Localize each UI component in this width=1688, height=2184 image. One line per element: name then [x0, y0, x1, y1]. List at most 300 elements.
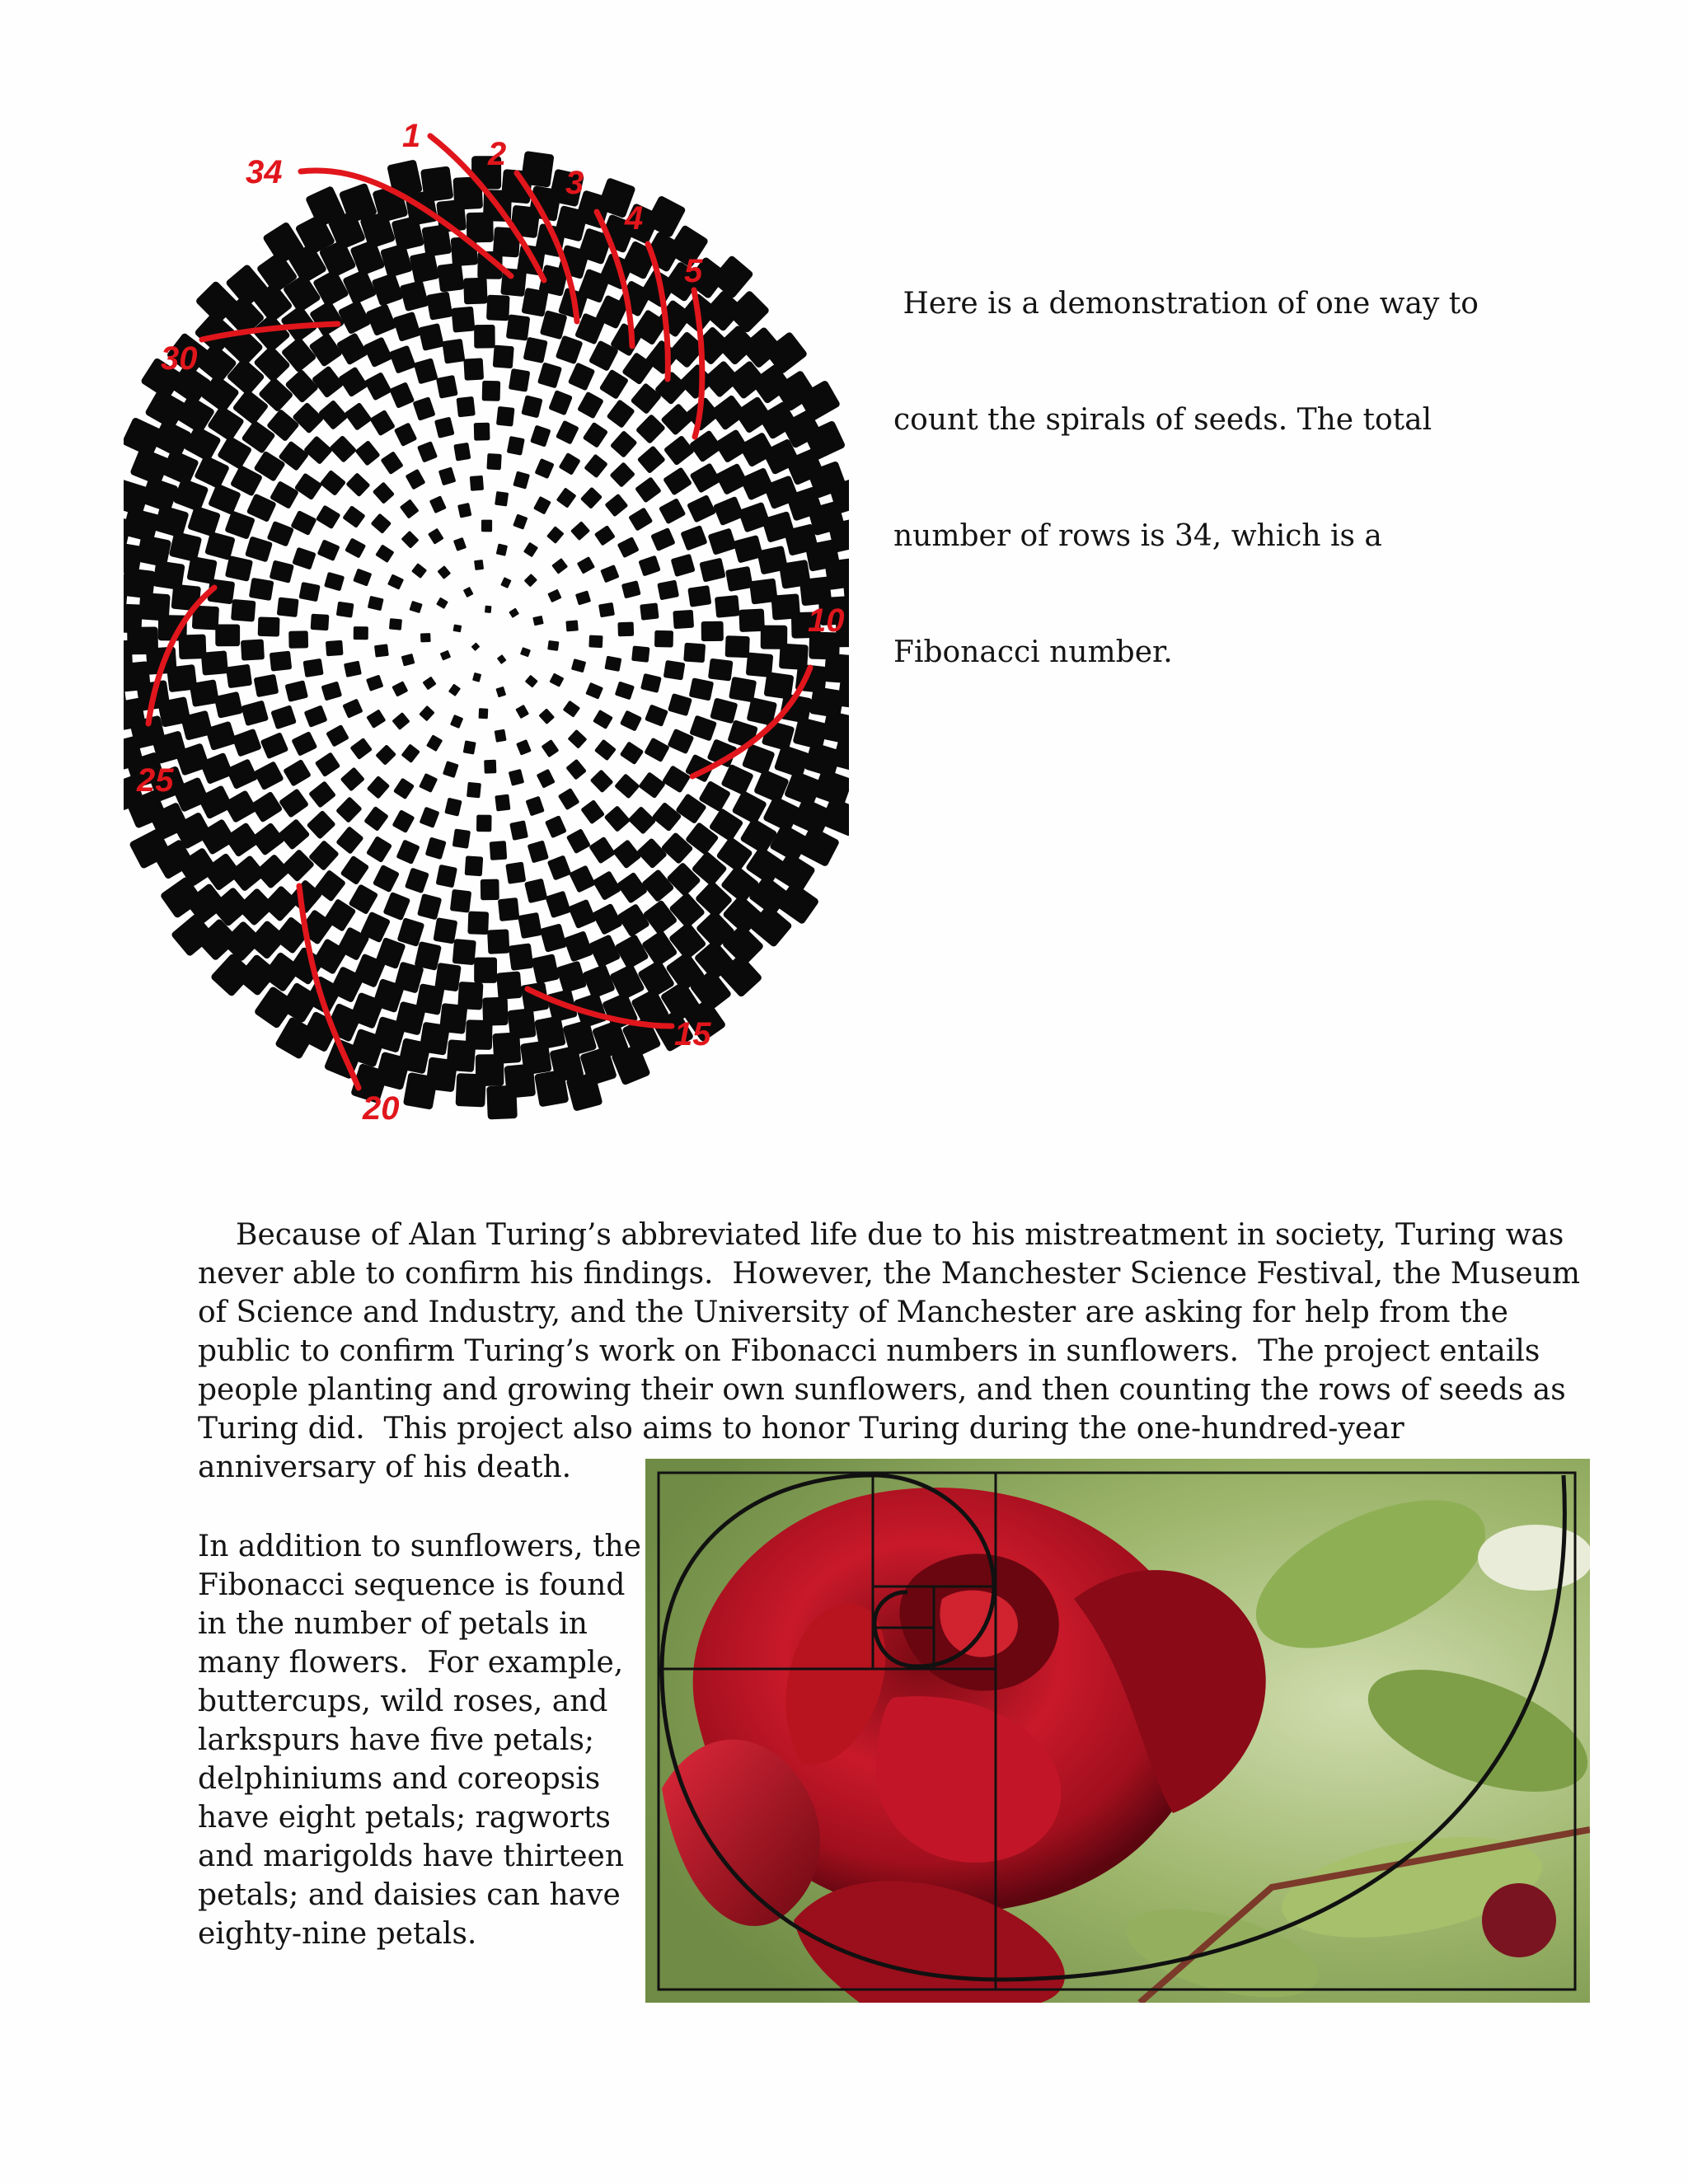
seed — [635, 414, 666, 444]
seed — [524, 879, 547, 904]
paragraph-line: anniversary of his death. — [198, 1451, 572, 1484]
seed — [444, 798, 462, 817]
seed — [308, 780, 336, 808]
seed — [612, 839, 642, 869]
seed — [318, 400, 349, 430]
seed — [614, 934, 649, 970]
seed — [638, 555, 660, 577]
seed — [406, 469, 426, 490]
spiral-label-1: 1 — [402, 118, 421, 154]
seed — [528, 840, 549, 863]
seed — [124, 603, 143, 633]
seed — [507, 436, 525, 456]
seed — [413, 396, 436, 421]
seed — [429, 495, 447, 513]
paragraph-line: larkspurs have five petals; — [198, 1723, 595, 1757]
seed — [689, 677, 715, 701]
seed — [617, 872, 648, 904]
seed — [506, 314, 531, 340]
seed — [683, 643, 706, 663]
seed — [354, 440, 380, 466]
paragraph-line: Fibonacci sequence is found — [198, 1568, 626, 1602]
seed — [298, 582, 320, 602]
seed — [422, 677, 436, 691]
seed — [438, 466, 457, 485]
seed — [592, 870, 621, 901]
seed — [547, 589, 561, 603]
seed — [500, 577, 511, 588]
seed — [525, 675, 538, 688]
seed — [420, 807, 440, 828]
seed — [708, 658, 734, 682]
seed — [556, 487, 577, 508]
turing-paragraph — [198, 1216, 1581, 1487]
seed — [213, 691, 242, 719]
seed — [474, 325, 495, 349]
seed — [419, 773, 438, 793]
seed — [547, 855, 572, 880]
seed — [547, 640, 559, 651]
seed — [457, 503, 471, 518]
paragraph-line: many flowers. For example, — [198, 1646, 624, 1680]
spiral-label-2: 2 — [488, 136, 507, 172]
seed — [452, 828, 471, 848]
seed — [593, 710, 613, 729]
seed — [417, 441, 438, 462]
paragraph-line: Turing did. This project also aims to honor Turing during the one-hundred-year — [198, 1412, 1404, 1446]
seed — [524, 574, 537, 587]
seed — [366, 675, 383, 691]
seed — [617, 622, 634, 637]
seed — [753, 769, 790, 804]
seed — [584, 453, 608, 478]
seed — [302, 658, 323, 677]
seed — [450, 889, 471, 913]
seed — [303, 435, 333, 465]
seed — [354, 626, 368, 640]
seed — [588, 934, 621, 968]
seed — [448, 683, 461, 696]
spiral-label-10: 10 — [808, 602, 845, 639]
seed — [304, 705, 328, 728]
seed — [342, 269, 377, 305]
seed — [463, 358, 484, 380]
seed — [610, 430, 638, 458]
seed — [434, 416, 455, 438]
seed — [335, 796, 363, 823]
seed — [580, 487, 603, 509]
seed — [498, 898, 520, 921]
seed — [687, 585, 711, 607]
seed — [701, 621, 724, 641]
seed — [556, 420, 579, 445]
seed — [403, 1072, 438, 1110]
seed — [392, 681, 408, 696]
seed — [437, 565, 451, 579]
seed — [820, 797, 849, 837]
seed — [532, 616, 543, 626]
seed — [641, 869, 675, 902]
seed — [534, 1070, 569, 1108]
seed — [486, 1085, 518, 1120]
seed — [481, 879, 499, 901]
seed — [484, 760, 496, 774]
seed — [495, 794, 510, 812]
seed — [520, 647, 531, 657]
seed — [628, 507, 653, 531]
seed — [571, 658, 586, 673]
seed — [426, 291, 453, 320]
seed — [400, 499, 420, 518]
seed — [631, 645, 649, 662]
seed-caption — [893, 207, 1487, 710]
seed — [545, 891, 571, 919]
seed — [453, 537, 467, 551]
seed — [232, 729, 262, 757]
spiral-label-4: 4 — [625, 200, 644, 237]
seed — [582, 964, 616, 1000]
seed — [663, 466, 692, 495]
seed — [401, 531, 419, 549]
seed — [585, 682, 603, 700]
seed — [369, 410, 396, 437]
seed — [495, 491, 509, 507]
seed — [456, 1073, 486, 1107]
seed — [450, 715, 463, 729]
seed — [556, 335, 584, 365]
seed — [225, 555, 253, 582]
seed — [663, 660, 686, 681]
seed — [443, 761, 459, 778]
seed — [638, 771, 666, 799]
seed — [405, 867, 429, 893]
seed — [525, 796, 544, 817]
seed — [708, 527, 737, 555]
spiral-label-25: 25 — [137, 762, 174, 799]
seed — [505, 862, 526, 884]
seed — [364, 372, 392, 401]
seed — [570, 521, 590, 541]
seed — [588, 635, 603, 649]
seed — [797, 826, 840, 867]
seed — [471, 642, 481, 651]
seed — [565, 620, 578, 631]
seed — [342, 505, 365, 528]
seed — [340, 766, 365, 791]
seed — [470, 476, 484, 491]
seed — [124, 417, 164, 458]
seed — [534, 458, 554, 479]
seed — [614, 773, 640, 799]
seed — [559, 452, 581, 476]
seed — [604, 805, 631, 832]
seed — [479, 708, 489, 719]
seed — [495, 729, 507, 743]
seed — [420, 166, 454, 202]
seed — [521, 395, 542, 418]
seed — [558, 788, 580, 810]
seed — [393, 777, 415, 799]
seed — [496, 971, 522, 1000]
seed — [476, 815, 492, 832]
seed — [245, 536, 273, 562]
seed — [689, 462, 721, 493]
seed — [637, 445, 666, 474]
seed — [401, 743, 420, 763]
seed — [363, 336, 392, 368]
seed — [284, 680, 308, 702]
seed — [326, 640, 344, 657]
seed — [617, 903, 649, 938]
seed — [487, 929, 509, 954]
seed — [715, 595, 740, 618]
seed — [425, 837, 447, 860]
seed — [345, 472, 370, 497]
seed — [569, 865, 596, 893]
seed — [486, 453, 501, 470]
seed — [366, 709, 386, 729]
paragraph-line: in the number of petals in — [198, 1607, 588, 1641]
seed — [418, 323, 444, 351]
seed — [249, 578, 274, 601]
seed — [396, 839, 420, 865]
seed — [654, 630, 673, 648]
seed — [482, 381, 500, 401]
spiral-label-3: 3 — [565, 165, 584, 201]
seed — [463, 278, 488, 305]
paragraph-line: eighty-nine petals. — [198, 1917, 477, 1951]
seed — [389, 382, 415, 409]
seed — [380, 451, 403, 475]
seed — [338, 300, 372, 335]
seed — [474, 958, 497, 983]
paragraph-line: public to confirm Turing’s work on Fibonacci numbers in sunflowers. The project entails — [198, 1334, 1540, 1368]
seed — [465, 855, 484, 876]
seed — [241, 700, 269, 726]
seed — [436, 598, 448, 609]
seed — [513, 513, 528, 529]
seed — [382, 892, 410, 921]
seed — [392, 312, 421, 342]
seed — [607, 399, 635, 429]
seed — [367, 776, 391, 799]
seed — [366, 303, 397, 336]
seed — [640, 673, 662, 693]
seed — [532, 954, 560, 984]
seed — [636, 837, 668, 869]
seed — [580, 799, 605, 824]
spiral-label-34: 34 — [246, 154, 283, 190]
seed — [336, 602, 354, 618]
seed — [336, 332, 368, 365]
seed — [472, 673, 481, 682]
rose-golden-spiral-photo — [645, 1459, 1590, 2003]
seed — [467, 782, 481, 799]
seed — [215, 624, 240, 646]
seed — [474, 560, 484, 570]
seed — [486, 295, 510, 321]
seed — [545, 815, 567, 838]
seed — [635, 476, 662, 503]
seed — [540, 923, 567, 952]
seed — [344, 402, 372, 431]
paragraph-line: never able to confirm his findings. However, the Manchester Science Festival, the Museum — [198, 1257, 1581, 1291]
seed — [604, 656, 621, 672]
seed — [414, 358, 438, 384]
seed — [281, 849, 315, 883]
seed — [437, 262, 464, 292]
paragraph-line: petals; and daisies can have — [198, 1878, 621, 1912]
seed — [353, 569, 372, 587]
seed — [725, 635, 750, 658]
seed — [294, 472, 323, 500]
seed — [363, 806, 389, 832]
seed — [725, 566, 753, 592]
seed — [493, 345, 514, 369]
seed — [452, 939, 476, 965]
seed — [680, 525, 707, 551]
seed — [564, 930, 593, 962]
seed — [568, 362, 596, 391]
seed — [392, 809, 415, 833]
seed — [428, 528, 444, 545]
seed — [387, 574, 404, 589]
seed — [509, 820, 528, 841]
seed — [549, 673, 564, 687]
seed — [523, 337, 548, 363]
seed — [474, 423, 490, 441]
seed — [321, 681, 342, 701]
seed — [592, 903, 623, 935]
seed — [590, 769, 614, 793]
seed — [490, 841, 508, 860]
seed-pattern — [124, 151, 849, 1119]
seed — [671, 554, 696, 577]
seed — [260, 732, 289, 759]
seed — [538, 708, 555, 724]
seed — [457, 396, 476, 418]
seed — [509, 607, 519, 617]
paragraph-line: buttercups, wild roses, and — [198, 1685, 608, 1718]
caption-line: count the spirals of seeds. The total — [893, 403, 1432, 437]
seed — [436, 375, 458, 399]
seed — [588, 837, 616, 865]
seed — [583, 422, 608, 448]
paragraph-line: and marigolds have thirteen — [198, 1840, 625, 1873]
seed — [226, 664, 252, 689]
seed — [546, 526, 565, 544]
seed — [401, 654, 415, 667]
seed — [513, 471, 530, 489]
seed — [687, 494, 716, 523]
seed — [453, 624, 462, 632]
seed — [453, 443, 471, 462]
seed — [417, 893, 442, 920]
seed — [389, 618, 402, 630]
paragraph-line: delphiniums and coreopsis — [198, 1762, 601, 1796]
seed — [368, 596, 384, 612]
seed — [451, 307, 475, 333]
seed — [442, 339, 465, 364]
seed — [568, 899, 597, 930]
seed — [375, 544, 394, 563]
seed — [307, 810, 336, 840]
caption-line: Fibonacci number. — [893, 635, 1173, 669]
seed — [419, 705, 434, 722]
seed — [253, 761, 284, 790]
seed — [594, 739, 617, 762]
seed — [495, 687, 506, 698]
seed — [254, 674, 279, 697]
seed — [308, 332, 343, 368]
seed — [657, 579, 679, 600]
seed — [663, 435, 695, 466]
seed — [645, 704, 668, 727]
spiral-label-30: 30 — [161, 340, 198, 377]
seed — [278, 818, 310, 851]
seed — [153, 504, 190, 538]
seed — [598, 602, 615, 617]
seed — [467, 912, 489, 935]
seed — [566, 828, 591, 854]
seed — [311, 614, 330, 631]
seed — [496, 406, 515, 427]
seed — [577, 556, 595, 574]
seed — [374, 644, 389, 657]
seed — [620, 710, 642, 732]
seed — [485, 606, 491, 613]
seed — [315, 752, 341, 777]
seed — [533, 496, 551, 515]
seed — [394, 422, 418, 447]
seed — [659, 498, 686, 524]
seed — [650, 527, 676, 551]
seed — [279, 788, 309, 818]
seed — [224, 510, 256, 540]
seed — [373, 481, 395, 504]
seed — [231, 599, 256, 622]
seed — [568, 729, 588, 749]
seed — [371, 513, 392, 534]
seed — [497, 654, 507, 664]
seed — [283, 759, 312, 787]
seed — [563, 701, 580, 718]
paragraph-line: people planting and growing their own sunflowers, and then counting the rows of seeds as — [198, 1373, 1566, 1407]
seed — [349, 738, 373, 760]
seed — [436, 865, 457, 888]
seed — [324, 572, 345, 592]
seed — [400, 280, 429, 312]
paragraph-line: of Science and Industry, and the University of Manchester are asking for help from the — [198, 1296, 1508, 1329]
seed — [496, 543, 508, 555]
seed — [463, 740, 476, 754]
seed — [651, 802, 682, 832]
seed — [335, 826, 363, 855]
seed — [463, 587, 474, 598]
seed — [371, 272, 403, 306]
seed — [173, 478, 209, 513]
seed — [410, 251, 440, 284]
seed — [660, 403, 693, 436]
seed — [621, 580, 641, 598]
seed — [481, 520, 492, 532]
flowers-paragraph — [198, 1527, 659, 1953]
seed — [392, 712, 410, 730]
seed — [124, 640, 133, 671]
seed — [604, 494, 628, 518]
seed — [518, 912, 542, 939]
seed — [375, 744, 396, 766]
